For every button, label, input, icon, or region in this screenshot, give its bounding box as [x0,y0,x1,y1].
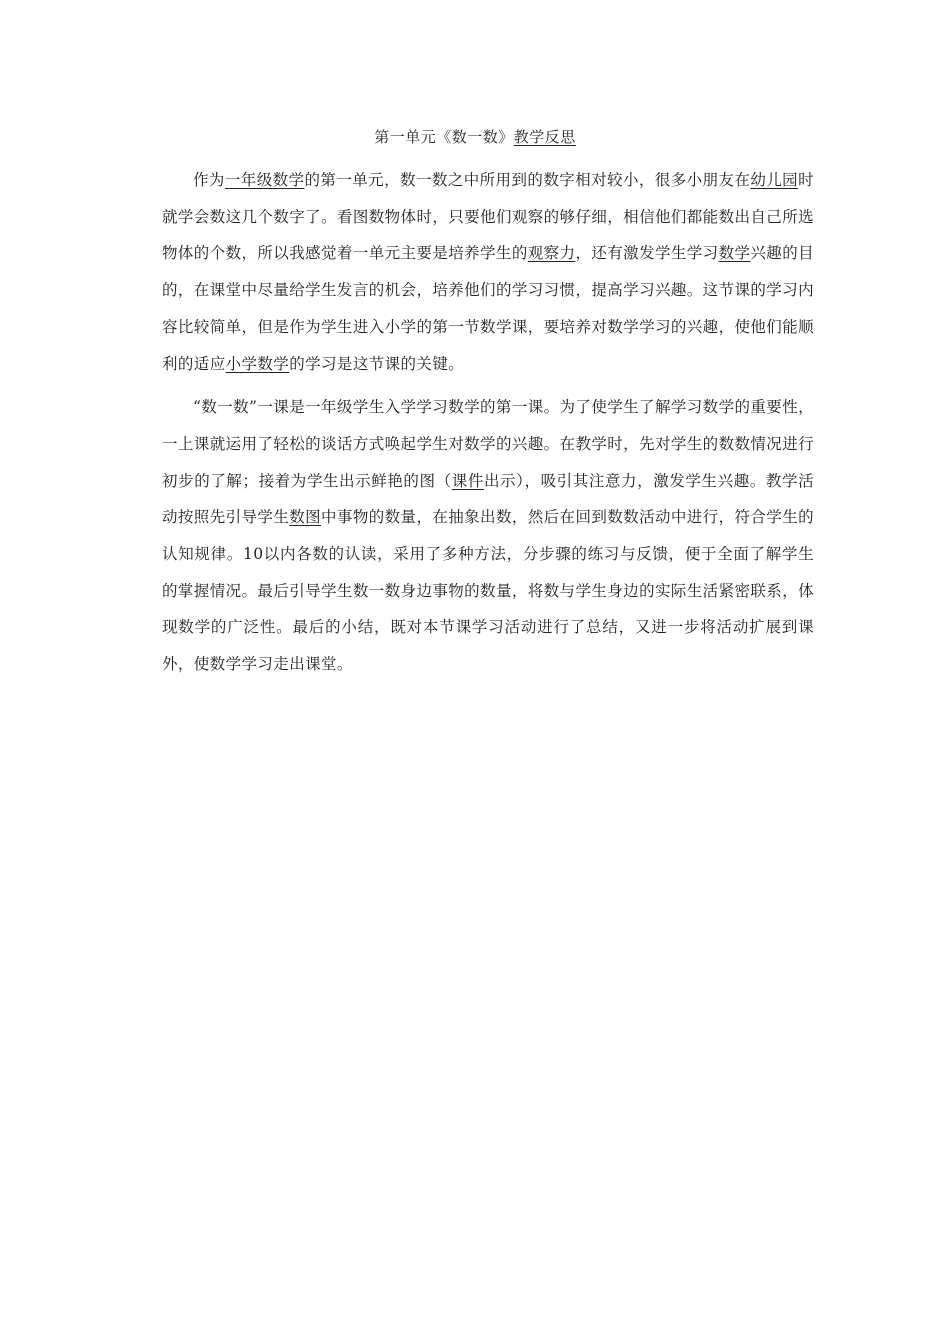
paragraph-text: 作为 [193,171,225,189]
title-prefix: 第一单元《数一数》 [374,128,514,146]
paragraph-text: 兴趣的目的，在课堂中尽量给学生发言的机会，培养他们的学习习惯，提高学习兴趣。这节课的学习内容比较简单，但是作为学生进入小学的第一节数学课，要培养对数学学习的兴趣，使他们能顺利的适应 [162,244,815,373]
underlined-link[interactable]: 课件 [451,471,484,490]
paragraph-text: 时就学会数这几个数字了。看图数物体时，只要他们观察的够仔细，相信他们都能数出自己所选物体的个数，所以我感觉着一单元主要是培养学生的 [162,171,815,263]
document-title [0,127,950,147]
paragraph-text: “数一数”一课是一年级学生入学学习数学的第一课。为了使学生了解学习数学的重要性，一上课就运用了轻松的谈话方式唤起学生对数学的兴趣。在教学时，先对学生的数数情况进行初步的了解；接着为学生出示鲜艳的图（ [162,398,814,490]
title-link[interactable]: 教学反思 [513,128,576,146]
underlined-link[interactable]: 小学数学 [225,354,290,373]
underlined-link[interactable]: 观察力 [527,244,576,263]
paragraph-text: ，还有激发学生学习 [575,244,719,263]
paragraph-text: 出示），吸引其注意力，激发学生兴趣。教学活动按照先引导学生 [162,471,815,527]
underlined-link[interactable]: 一年级数学 [224,171,305,189]
underlined-link[interactable]: 数图 [289,508,322,527]
paragraph-text: 的第一单元，数一数之中所用到的数字相对较小，很多小朋友在 [304,171,751,189]
body-paragraph [162,389,814,683]
underlined-link[interactable]: 幼儿园 [750,171,799,189]
body-paragraph [162,162,814,382]
document-body [162,162,814,683]
underlined-link[interactable]: 数学 [718,244,751,263]
paragraph-text: 的学习是这节课的关键。 [289,354,465,373]
paragraph-text: 中事物的数量，在抽象出数，然后在回到数数活动中进行，符合学生的认知规律。10以内各数的认读，采用了多种方法，分步骤的练习与反馈，便于全面了解学生的掌握情况。最后引导学生数一数身边事物的数量，将数与学生身边的实际生活紧密联系，体现数学的广泛性。最后的小结，既对本节课学习活动进行了总结，又进一步将活动扩展到课外，使数学学习走出课堂。 [162,508,814,674]
